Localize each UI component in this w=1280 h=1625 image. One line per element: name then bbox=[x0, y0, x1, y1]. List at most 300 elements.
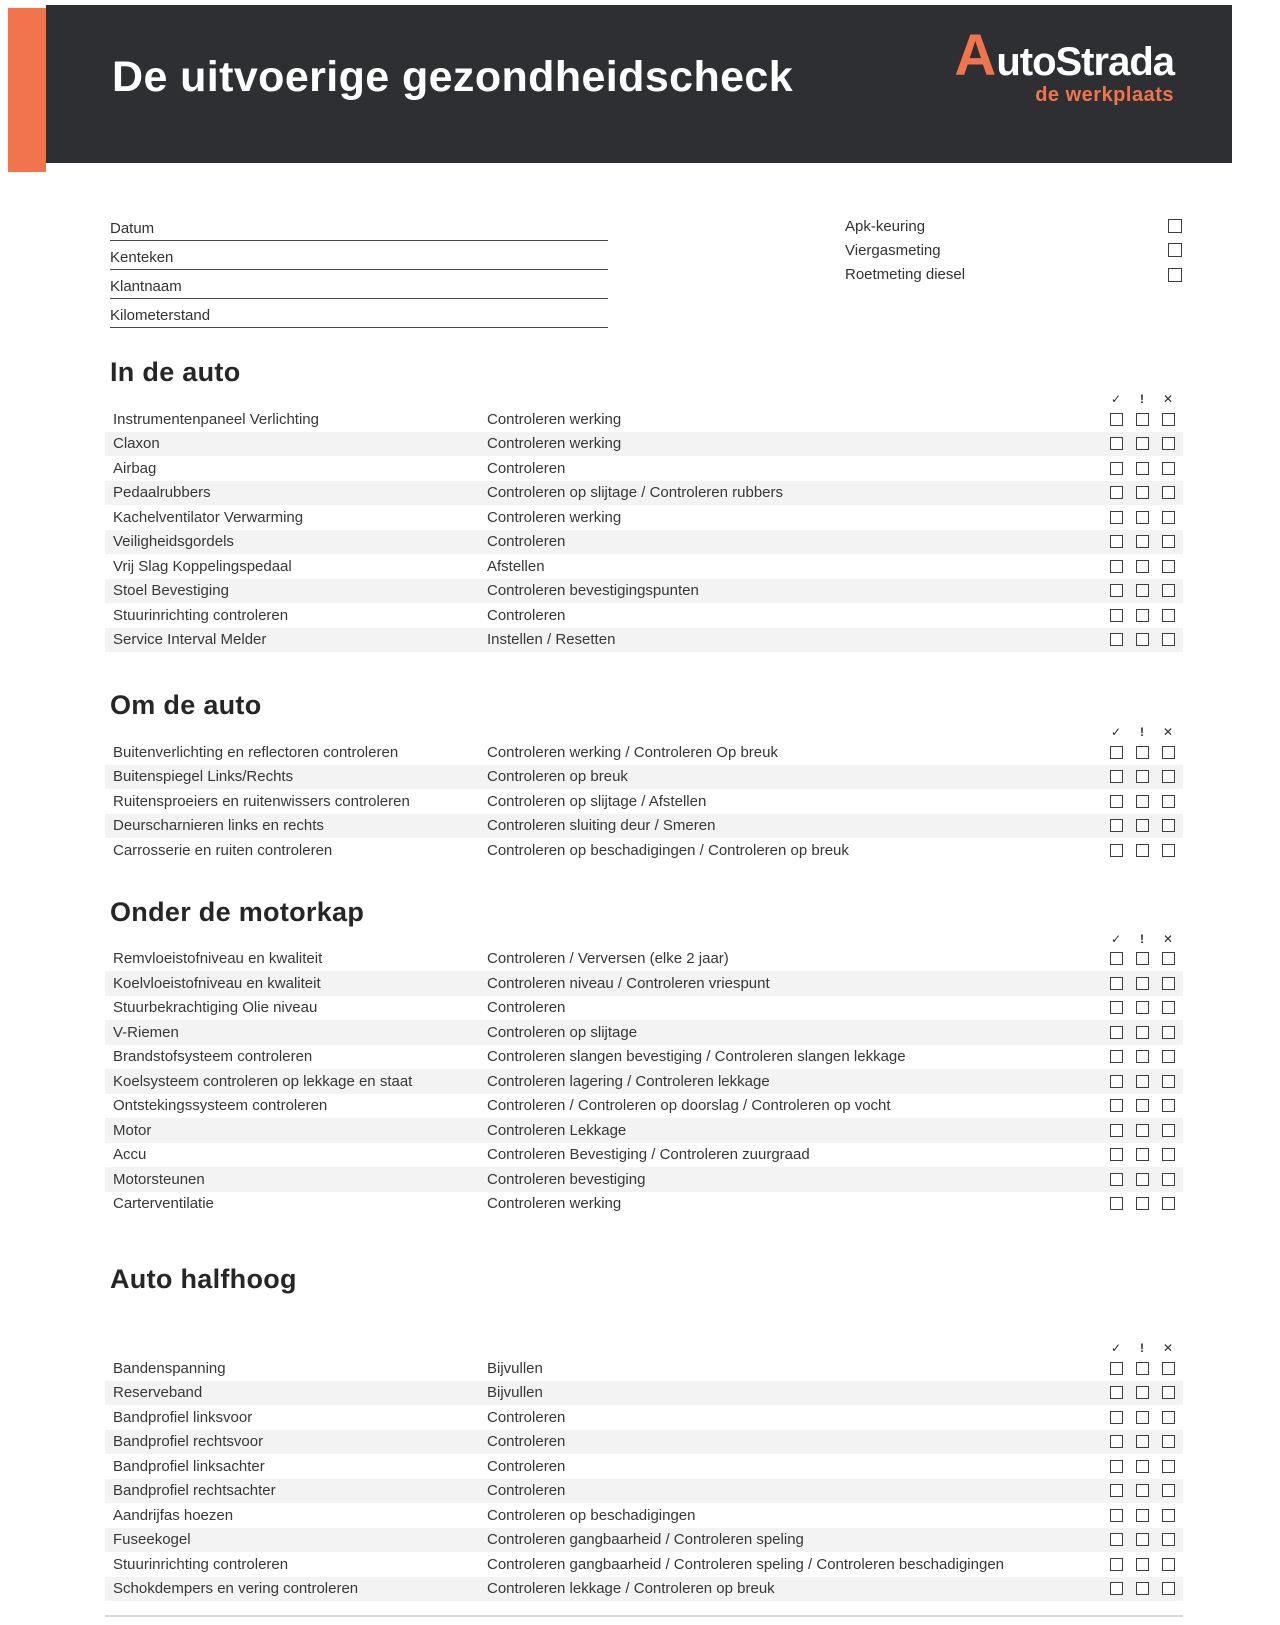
fail-checkbox[interactable] bbox=[1162, 795, 1175, 808]
row-checkboxes bbox=[1103, 413, 1183, 426]
checklist-row bbox=[105, 603, 1183, 628]
action-label: Bijvullen bbox=[487, 1384, 543, 1402]
checklist-row bbox=[105, 407, 1183, 432]
warn-checkbox[interactable] bbox=[1136, 844, 1149, 857]
action-label: Controleren Lekkage bbox=[487, 1121, 627, 1139]
checklist-row bbox=[105, 1094, 1183, 1119]
warn-checkbox[interactable] bbox=[1136, 1582, 1149, 1595]
ok-checkbox[interactable] bbox=[1110, 977, 1123, 990]
ok-checkbox[interactable] bbox=[1110, 1386, 1123, 1399]
fail-checkbox[interactable] bbox=[1162, 746, 1175, 759]
row-checkboxes bbox=[1103, 486, 1183, 499]
warn-checkbox[interactable] bbox=[1136, 952, 1149, 965]
section-title: Om de auto bbox=[110, 690, 262, 720]
fail-checkbox[interactable] bbox=[1162, 1362, 1175, 1375]
checklist-row bbox=[105, 740, 1183, 765]
item-label: Reserveband bbox=[113, 1384, 203, 1402]
row-checkboxes bbox=[1103, 633, 1183, 646]
checklist-row bbox=[105, 1020, 1183, 1045]
fail-checkbox[interactable] bbox=[1162, 437, 1175, 450]
fail-checkbox[interactable] bbox=[1162, 1411, 1175, 1424]
row-checkboxes bbox=[1103, 584, 1183, 597]
fail-checkbox[interactable] bbox=[1162, 952, 1175, 965]
row-checkboxes bbox=[1103, 1386, 1183, 1399]
action-label: Controleren sluiting deur / Smeren bbox=[487, 817, 716, 835]
ok-checkbox[interactable] bbox=[1110, 1148, 1123, 1161]
item-label: Stuurbekrachtiging Olie niveau bbox=[113, 999, 318, 1017]
ok-checkbox[interactable] bbox=[1110, 486, 1123, 499]
ok-checkbox[interactable] bbox=[1110, 795, 1123, 808]
fail-checkbox[interactable] bbox=[1162, 1460, 1175, 1473]
fail-checkbox[interactable] bbox=[1162, 1099, 1175, 1112]
item-label: Schokdempers en vering controleren bbox=[113, 1580, 359, 1598]
form-field-line[interactable] bbox=[110, 212, 608, 241]
item-label: Service Interval Melder bbox=[113, 631, 267, 649]
ok-checkbox[interactable] bbox=[1110, 1509, 1123, 1522]
action-label: Controleren gangbaarheid / Controleren speling / Controleren beschadigingen bbox=[487, 1555, 1005, 1573]
warn-checkbox[interactable] bbox=[1136, 1362, 1149, 1375]
checklist-row bbox=[105, 456, 1183, 481]
extra-check-label: Roetmeting diesel bbox=[845, 266, 966, 284]
warn-checkbox[interactable] bbox=[1136, 1124, 1149, 1137]
ok-checkbox[interactable] bbox=[1110, 1558, 1123, 1571]
checklist-row bbox=[105, 996, 1183, 1021]
cross-icon: ✕ bbox=[1162, 725, 1174, 739]
ok-checkbox[interactable] bbox=[1110, 1099, 1123, 1112]
warn-checkbox[interactable] bbox=[1136, 511, 1149, 524]
fail-checkbox[interactable] bbox=[1162, 584, 1175, 597]
checklist-row bbox=[105, 628, 1183, 653]
item-label: Ontstekingssysteem controleren bbox=[113, 1097, 328, 1115]
extra-check-label: Viergasmeting bbox=[845, 241, 941, 259]
section-rows bbox=[105, 1356, 1183, 1601]
ok-checkbox[interactable] bbox=[1110, 1411, 1123, 1424]
warn-checkbox[interactable] bbox=[1136, 560, 1149, 573]
exclamation-icon: ! bbox=[1140, 931, 1144, 946]
section-rows bbox=[105, 947, 1183, 1217]
item-label: V-Riemen bbox=[113, 1023, 179, 1041]
ok-checkbox[interactable] bbox=[1110, 770, 1123, 783]
ok-checkbox[interactable] bbox=[1110, 584, 1123, 597]
cross-icon: ✕ bbox=[1162, 1341, 1174, 1355]
checklist-row bbox=[105, 481, 1183, 506]
ok-checkbox[interactable] bbox=[1110, 1533, 1123, 1546]
fail-checkbox[interactable] bbox=[1162, 1558, 1175, 1571]
ok-checkbox[interactable] bbox=[1110, 1050, 1123, 1063]
row-checkboxes bbox=[1103, 1582, 1183, 1595]
fail-checkbox[interactable] bbox=[1162, 1509, 1175, 1522]
action-label: Controleren niveau / Controleren vriespunt bbox=[487, 974, 770, 992]
action-label: Controleren lagering / Controleren lekkage bbox=[487, 1072, 770, 1090]
warn-checkbox[interactable] bbox=[1136, 1075, 1149, 1088]
action-label: Controleren op beschadigingen bbox=[487, 1506, 696, 1524]
ok-checkbox[interactable] bbox=[1110, 1362, 1123, 1375]
row-checkboxes bbox=[1103, 511, 1183, 524]
row-checkboxes bbox=[1103, 977, 1183, 990]
warn-checkbox[interactable] bbox=[1136, 462, 1149, 475]
brand-wordmark bbox=[954, 23, 1174, 88]
fail-checkbox[interactable] bbox=[1162, 560, 1175, 573]
warn-checkbox[interactable] bbox=[1136, 486, 1149, 499]
item-label: Bandprofiel linksvoor bbox=[113, 1408, 253, 1426]
action-label: Controleren bbox=[487, 999, 566, 1017]
checklist-row bbox=[105, 971, 1183, 996]
exclamation-icon: ! bbox=[1140, 1341, 1144, 1355]
checklist-section bbox=[105, 895, 1183, 1217]
form-field-label: Klantnaam bbox=[110, 278, 182, 295]
action-label: Controleren Bevestiging / Controleren zuurgraad bbox=[487, 1146, 810, 1164]
item-label: Stuurinrichting controleren bbox=[113, 1555, 289, 1573]
form-field-label: Kenteken bbox=[110, 249, 174, 266]
checklist-section bbox=[105, 355, 1183, 652]
fail-checkbox[interactable] bbox=[1162, 462, 1175, 475]
item-label: Carterventilatie bbox=[113, 1195, 214, 1213]
action-label: Controleren bbox=[487, 1408, 566, 1426]
section-title: In de auto bbox=[110, 357, 241, 387]
action-label: Controleren op breuk bbox=[487, 768, 628, 786]
checklist-row bbox=[105, 432, 1183, 457]
checklist-row bbox=[105, 1045, 1183, 1070]
ok-checkbox[interactable] bbox=[1110, 535, 1123, 548]
fail-checkbox[interactable] bbox=[1162, 1197, 1175, 1210]
checklist-row bbox=[105, 579, 1183, 604]
item-label: Brandstofsysteem controleren bbox=[113, 1048, 313, 1066]
ok-checkbox[interactable] bbox=[1110, 633, 1123, 646]
checklist-section bbox=[105, 1262, 1183, 1601]
extra-checkbox[interactable] bbox=[1168, 219, 1182, 233]
action-label: Controleren werking bbox=[487, 508, 622, 526]
warn-checkbox[interactable] bbox=[1136, 1509, 1149, 1522]
ok-checkbox[interactable] bbox=[1110, 1460, 1123, 1473]
form-field-label: Datum bbox=[110, 220, 155, 237]
action-label: Controleren werking bbox=[487, 435, 622, 453]
checklist-row bbox=[105, 505, 1183, 530]
fail-checkbox[interactable] bbox=[1162, 1435, 1175, 1448]
action-label: Controleren bbox=[487, 459, 566, 477]
ok-checkbox[interactable] bbox=[1110, 952, 1123, 965]
item-label: Airbag bbox=[113, 459, 157, 477]
item-label: Buitenspiegel Links/Rechts bbox=[113, 768, 294, 786]
item-label: Stoel Bevestiging bbox=[113, 582, 229, 600]
row-checkboxes bbox=[1103, 462, 1183, 475]
action-label: Controleren op slijtage / Controleren rubbers bbox=[487, 484, 783, 502]
brand-logo bbox=[954, 23, 1174, 107]
action-label: Controleren op beschadigingen / Controleren op breuk bbox=[487, 841, 849, 859]
fail-checkbox[interactable] bbox=[1162, 1124, 1175, 1137]
fail-checkbox[interactable] bbox=[1162, 1582, 1175, 1595]
item-label: Instrumentenpaneel Verlichting bbox=[113, 410, 319, 428]
fail-checkbox[interactable] bbox=[1162, 511, 1175, 524]
ok-checkbox[interactable] bbox=[1110, 1582, 1123, 1595]
checklist-row bbox=[105, 1192, 1183, 1217]
warn-checkbox[interactable] bbox=[1136, 609, 1149, 622]
ok-checkbox[interactable] bbox=[1110, 1124, 1123, 1137]
row-checkboxes bbox=[1103, 1026, 1183, 1039]
warn-checkbox[interactable] bbox=[1136, 1148, 1149, 1161]
ok-checkbox[interactable] bbox=[1110, 437, 1123, 450]
item-label: Motor bbox=[113, 1121, 152, 1139]
exclamation-icon: ! bbox=[1140, 392, 1144, 406]
ok-checkbox[interactable] bbox=[1110, 560, 1123, 573]
fail-checkbox[interactable] bbox=[1162, 413, 1175, 426]
warn-checkbox[interactable] bbox=[1136, 1411, 1149, 1424]
row-checkboxes bbox=[1103, 1558, 1183, 1571]
action-label: Controleren bbox=[487, 1457, 566, 1475]
fail-checkbox[interactable] bbox=[1162, 609, 1175, 622]
warn-checkbox[interactable] bbox=[1136, 819, 1149, 832]
row-checkboxes bbox=[1103, 1173, 1183, 1186]
warn-checkbox[interactable] bbox=[1136, 1173, 1149, 1186]
checklist-row bbox=[105, 947, 1183, 972]
extra-check-row bbox=[845, 263, 1182, 287]
row-checkboxes bbox=[1103, 609, 1183, 622]
action-label: Controleren bbox=[487, 1482, 566, 1500]
item-label: Motorsteunen bbox=[113, 1170, 205, 1188]
check-icon: ✓ bbox=[1110, 725, 1122, 739]
row-checkboxes bbox=[1103, 1509, 1183, 1522]
checklist-row bbox=[105, 1454, 1183, 1479]
item-label: Bandprofiel rechtsvoor bbox=[113, 1433, 264, 1451]
checklist-row bbox=[105, 1381, 1183, 1406]
section-title: Auto halfhoog bbox=[110, 1264, 297, 1294]
row-checkboxes bbox=[1103, 1099, 1183, 1112]
action-label: Controleren werking / Controleren Op breuk bbox=[487, 743, 778, 761]
action-label: Controleren slangen bevestiging / Controleren slangen lekkage bbox=[487, 1048, 906, 1066]
ok-checkbox[interactable] bbox=[1110, 462, 1123, 475]
check-column-headers bbox=[105, 1340, 1183, 1356]
extra-check-list bbox=[845, 214, 1182, 287]
extra-check-row bbox=[845, 214, 1182, 238]
ok-checkbox[interactable] bbox=[1110, 1435, 1123, 1448]
item-label: Vrij Slag Koppelingspedaal bbox=[113, 557, 292, 575]
action-label: Controleren bbox=[487, 533, 566, 551]
action-label: Afstellen bbox=[487, 557, 545, 575]
fail-checkbox[interactable] bbox=[1162, 1173, 1175, 1186]
warn-checkbox[interactable] bbox=[1136, 1197, 1149, 1210]
warn-checkbox[interactable] bbox=[1136, 977, 1149, 990]
item-label: Bandprofiel linksachter bbox=[113, 1457, 265, 1475]
item-label: Aandrijfas hoezen bbox=[113, 1506, 234, 1524]
brand-name-text: utoStrada bbox=[996, 40, 1174, 84]
warn-checkbox[interactable] bbox=[1136, 795, 1149, 808]
ok-checkbox[interactable] bbox=[1110, 511, 1123, 524]
ok-checkbox[interactable] bbox=[1110, 1001, 1123, 1014]
ok-checkbox[interactable] bbox=[1110, 819, 1123, 832]
checklist-row bbox=[105, 1069, 1183, 1094]
item-label: Bandenspanning bbox=[113, 1359, 226, 1377]
warn-checkbox[interactable] bbox=[1136, 633, 1149, 646]
item-label: Deurscharnieren links en rechts bbox=[113, 817, 324, 835]
item-label: Kachelventilator Verwarming bbox=[113, 508, 304, 526]
accent-strip bbox=[8, 8, 46, 172]
ok-checkbox[interactable] bbox=[1110, 609, 1123, 622]
checklist-row bbox=[105, 1479, 1183, 1504]
checklist-row bbox=[105, 1167, 1183, 1192]
row-checkboxes bbox=[1103, 1411, 1183, 1424]
row-checkboxes bbox=[1103, 746, 1183, 759]
section-title: Onder de motorkap bbox=[110, 896, 365, 927]
checklist-row bbox=[105, 1528, 1183, 1553]
warn-checkbox[interactable] bbox=[1136, 1435, 1149, 1448]
checklist-sections bbox=[105, 355, 1183, 1617]
checklist-row bbox=[105, 1143, 1183, 1168]
row-checkboxes bbox=[1103, 1197, 1183, 1210]
fail-checkbox[interactable] bbox=[1162, 1148, 1175, 1161]
checklist-section bbox=[105, 688, 1183, 863]
checklist-row bbox=[105, 1118, 1183, 1143]
ok-checkbox[interactable] bbox=[1110, 1484, 1123, 1497]
fail-checkbox[interactable] bbox=[1162, 1075, 1175, 1088]
warn-checkbox[interactable] bbox=[1136, 1484, 1149, 1497]
document-header bbox=[46, 5, 1232, 163]
warn-checkbox[interactable] bbox=[1136, 1001, 1149, 1014]
fail-checkbox[interactable] bbox=[1162, 977, 1175, 990]
warn-checkbox[interactable] bbox=[1136, 1050, 1149, 1063]
ok-checkbox[interactable] bbox=[1110, 1197, 1123, 1210]
row-checkboxes bbox=[1103, 1362, 1183, 1375]
check-icon: ✓ bbox=[1110, 931, 1122, 946]
extra-check-label: Apk-keuring bbox=[845, 217, 926, 235]
warn-checkbox[interactable] bbox=[1136, 770, 1149, 783]
checklist-row bbox=[105, 838, 1183, 863]
warn-checkbox[interactable] bbox=[1136, 1533, 1149, 1546]
form-fields bbox=[110, 212, 608, 328]
action-label: Controleren bevestiging bbox=[487, 1170, 646, 1188]
action-label: Controleren werking bbox=[487, 1195, 622, 1213]
item-label: Accu bbox=[113, 1146, 147, 1164]
row-checkboxes bbox=[1103, 437, 1183, 450]
row-checkboxes bbox=[1103, 1148, 1183, 1161]
row-checkboxes bbox=[1103, 1001, 1183, 1014]
ok-checkbox[interactable] bbox=[1110, 1173, 1123, 1186]
row-checkboxes bbox=[1103, 1050, 1183, 1063]
check-column-headers bbox=[105, 931, 1183, 947]
action-label: Controleren / Controleren op doorslag / Controleren op vocht bbox=[487, 1097, 891, 1115]
item-label: Remvloeistofniveau en kwaliteit bbox=[113, 950, 323, 968]
check-column-headers bbox=[105, 391, 1183, 407]
ok-checkbox[interactable] bbox=[1110, 1075, 1123, 1088]
cross-icon: ✕ bbox=[1162, 931, 1174, 946]
checklist-row bbox=[105, 789, 1183, 814]
action-label: Bijvullen bbox=[487, 1359, 543, 1377]
checklist-row bbox=[105, 1503, 1183, 1528]
checklist-row bbox=[105, 1552, 1183, 1577]
section-rows bbox=[105, 740, 1183, 863]
row-checkboxes bbox=[1103, 1484, 1183, 1497]
action-label: Controleren bbox=[487, 606, 566, 624]
action-label: Controleren op slijtage bbox=[487, 1023, 638, 1041]
checklist-row bbox=[105, 1430, 1183, 1455]
item-label: Claxon bbox=[113, 435, 160, 453]
check-column-headers bbox=[105, 724, 1183, 740]
extra-checkbox[interactable] bbox=[1168, 243, 1182, 257]
fail-checkbox[interactable] bbox=[1162, 1026, 1175, 1039]
fail-checkbox[interactable] bbox=[1162, 1533, 1175, 1546]
fail-checkbox[interactable] bbox=[1162, 486, 1175, 499]
item-label: Bandprofiel rechtsachter bbox=[113, 1482, 276, 1500]
item-label: Koelsysteem controleren op lekkage en staat bbox=[113, 1072, 413, 1090]
fail-checkbox[interactable] bbox=[1162, 1050, 1175, 1063]
form-field-label: Kilometerstand bbox=[110, 307, 211, 324]
form-field-line[interactable] bbox=[110, 270, 608, 299]
check-icon: ✓ bbox=[1110, 392, 1122, 406]
extra-checkbox[interactable] bbox=[1168, 268, 1182, 282]
row-checkboxes bbox=[1103, 1533, 1183, 1546]
action-label: Controleren lekkage / Controleren op breuk bbox=[487, 1580, 775, 1598]
ok-checkbox[interactable] bbox=[1110, 1026, 1123, 1039]
row-checkboxes bbox=[1103, 844, 1183, 857]
warn-checkbox[interactable] bbox=[1136, 535, 1149, 548]
warn-checkbox[interactable] bbox=[1136, 746, 1149, 759]
cross-icon: ✕ bbox=[1162, 392, 1174, 406]
form-field-line[interactable] bbox=[110, 299, 608, 328]
warn-checkbox[interactable] bbox=[1136, 437, 1149, 450]
item-label: Ruitensproeiers en ruitenwissers controleren bbox=[113, 792, 410, 810]
fail-checkbox[interactable] bbox=[1162, 1484, 1175, 1497]
checklist-row bbox=[105, 765, 1183, 790]
ok-checkbox[interactable] bbox=[1110, 844, 1123, 857]
action-label: Controleren gangbaarheid / Controleren speling bbox=[487, 1531, 804, 1549]
warn-checkbox[interactable] bbox=[1136, 1460, 1149, 1473]
row-checkboxes bbox=[1103, 535, 1183, 548]
ok-checkbox[interactable] bbox=[1110, 413, 1123, 426]
action-label: Controleren bevestigingspunten bbox=[487, 582, 699, 600]
warn-checkbox[interactable] bbox=[1136, 413, 1149, 426]
check-icon: ✓ bbox=[1110, 1341, 1122, 1355]
form-field-line[interactable] bbox=[110, 241, 608, 270]
action-label: Controleren / Verversen (elke 2 jaar) bbox=[487, 950, 729, 968]
fail-checkbox[interactable] bbox=[1162, 1386, 1175, 1399]
row-checkboxes bbox=[1103, 560, 1183, 573]
item-label: Fuseekogel bbox=[113, 1531, 191, 1549]
checklist-row bbox=[105, 530, 1183, 555]
action-label: Controleren op slijtage / Afstellen bbox=[487, 792, 707, 810]
fail-checkbox[interactable] bbox=[1162, 1001, 1175, 1014]
fail-checkbox[interactable] bbox=[1162, 819, 1175, 832]
page-title: De uitvoerige gezondheidscheck bbox=[112, 53, 794, 101]
fail-checkbox[interactable] bbox=[1162, 770, 1175, 783]
checklist-row bbox=[105, 814, 1183, 839]
item-label: Koelvloeistofniveau en kwaliteit bbox=[113, 974, 321, 992]
row-checkboxes bbox=[1103, 1075, 1183, 1088]
exclamation-icon: ! bbox=[1140, 725, 1144, 739]
fail-checkbox[interactable] bbox=[1162, 844, 1175, 857]
checklist-row bbox=[105, 1405, 1183, 1430]
fail-checkbox[interactable] bbox=[1162, 633, 1175, 646]
fail-checkbox[interactable] bbox=[1162, 535, 1175, 548]
warn-checkbox[interactable] bbox=[1136, 1558, 1149, 1571]
row-checkboxes bbox=[1103, 795, 1183, 808]
brand-accent-letter: A bbox=[954, 23, 997, 88]
checklist-row bbox=[105, 554, 1183, 579]
row-checkboxes bbox=[1103, 819, 1183, 832]
section-rows bbox=[105, 407, 1183, 652]
action-label: Controleren werking bbox=[487, 410, 622, 428]
checklist-row bbox=[105, 1356, 1183, 1381]
warn-checkbox[interactable] bbox=[1136, 584, 1149, 597]
item-label: Buitenverlichting en reflectoren controleren bbox=[113, 743, 399, 761]
brand-subtitle: de werkplaats bbox=[1035, 84, 1174, 106]
action-label: Instellen / Resetten bbox=[487, 631, 616, 649]
warn-checkbox[interactable] bbox=[1136, 1099, 1149, 1112]
warn-checkbox[interactable] bbox=[1136, 1026, 1149, 1039]
ok-checkbox[interactable] bbox=[1110, 746, 1123, 759]
row-checkboxes bbox=[1103, 1124, 1183, 1137]
extra-check-row bbox=[845, 238, 1182, 262]
warn-checkbox[interactable] bbox=[1136, 1386, 1149, 1399]
item-label: Pedaalrubbers bbox=[113, 484, 211, 502]
item-label: Stuurinrichting controleren bbox=[113, 606, 289, 624]
